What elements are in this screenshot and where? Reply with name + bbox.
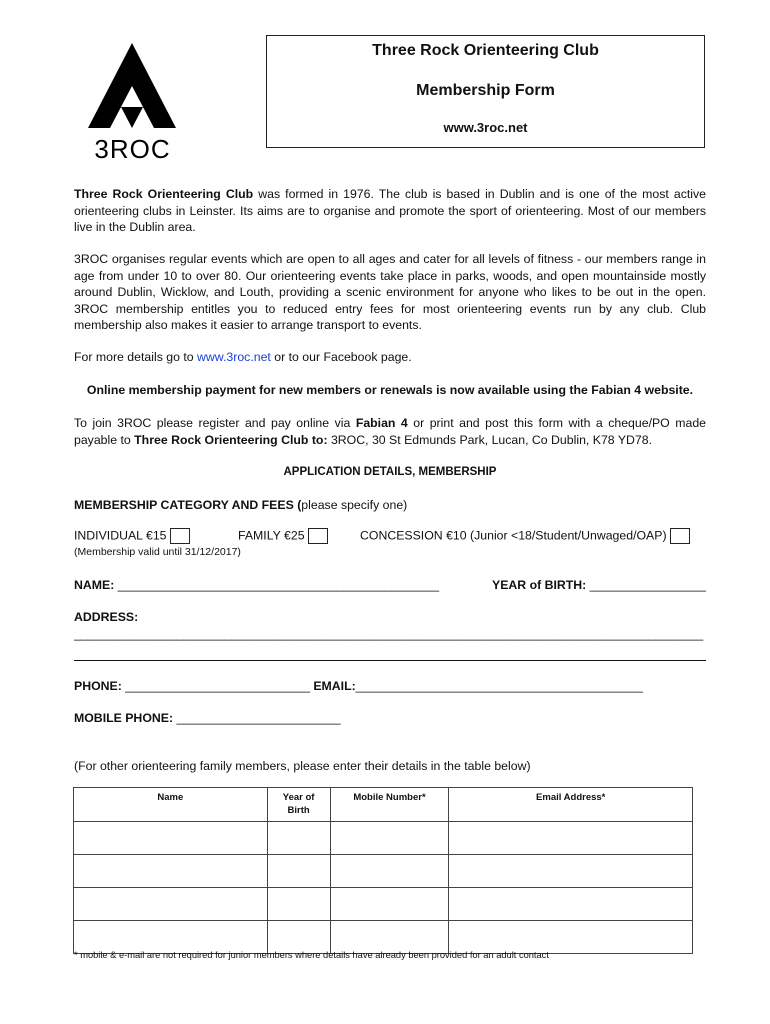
- yob-line: _________________: [589, 578, 706, 592]
- phone-line: ___________________________: [125, 679, 310, 693]
- category-hint: please specify one): [301, 498, 408, 512]
- family-checkbox[interactable]: [308, 528, 328, 544]
- table-cell[interactable]: [74, 855, 268, 888]
- table-cell[interactable]: [449, 921, 693, 954]
- table-row: [74, 822, 693, 855]
- intro-paragraph-1: [74, 186, 706, 236]
- p5-to: to:: [308, 432, 328, 447]
- table-cell[interactable]: [330, 822, 449, 855]
- p5-mid: or print and post this form with a cheque/PO made payable to: [74, 416, 706, 447]
- p3-post: or to our Facebook page.: [270, 350, 412, 364]
- application-heading: APPLICATION DETAILS, MEMBERSHIP: [283, 466, 497, 478]
- table-cell[interactable]: [449, 888, 693, 921]
- table-header-row: [74, 788, 693, 822]
- option-concession: [360, 528, 690, 544]
- concession-checkbox[interactable]: [670, 528, 690, 544]
- table-cell[interactable]: [330, 921, 449, 954]
- family-members-intro: (For other orienteering family members, please enter their details in the table below): [74, 759, 531, 773]
- name-line: _______________________________________________: [117, 578, 440, 592]
- family-members-table: [73, 787, 693, 954]
- name-field[interactable]: [74, 578, 439, 592]
- table-cell[interactable]: [330, 888, 449, 921]
- membership-category-label: [74, 497, 706, 514]
- join-instructions: [74, 415, 706, 448]
- option-family: [238, 528, 328, 544]
- yob-label: YEAR of BIRTH:: [492, 578, 590, 592]
- p5-pre: To join 3ROC please register and pay online via: [74, 416, 356, 430]
- club-name-title: Three Rock Orienteering Club: [372, 42, 599, 59]
- logo-text: 3ROC: [94, 134, 171, 164]
- form-title: Membership Form: [416, 82, 555, 99]
- individual-checkbox[interactable]: [170, 528, 190, 544]
- yob-header-text: Year of Birth: [282, 792, 315, 816]
- table-row: [74, 855, 693, 888]
- year-of-birth-field[interactable]: [492, 578, 706, 592]
- name-label: NAME:: [74, 578, 118, 592]
- table-cell[interactable]: [267, 855, 330, 888]
- individual-label: INDIVIDUAL €15: [74, 528, 167, 543]
- address-label: ADDRESS:: [74, 610, 139, 624]
- table-cell[interactable]: [330, 855, 449, 888]
- p3-pre: For more details go to: [74, 350, 198, 364]
- category-label-bold: MEMBERSHIP CATEGORY AND FEES (: [74, 498, 302, 512]
- intro-paragraph-3: [74, 349, 706, 366]
- mobile-label: MOBILE PHONE:: [74, 711, 177, 725]
- address-line-2[interactable]: [74, 660, 706, 661]
- header-box: [266, 35, 705, 148]
- online-payment-notice: Online membership payment for new members or renewals is now available using the Fabian 4 website.: [86, 383, 694, 397]
- option-individual: [74, 528, 190, 544]
- table-cell[interactable]: [267, 921, 330, 954]
- column-header-mobile: Mobile Number*: [330, 788, 449, 822]
- intro-p1-text: was formed in 1976. The club is based in Dublin and is one of the most active orienteering clubs in Leinster. Its aims are to organise and promote the sport of orienteering. Most of our members live in the Dublin area.: [74, 187, 706, 234]
- email-label: EMAIL:: [309, 679, 356, 693]
- table-cell[interactable]: [449, 855, 693, 888]
- fabian-link[interactable]: Fabian 4: [355, 416, 408, 430]
- table-footnote: * mobile & e-mail are not required for junior members where details have already been provided for an adult contact: [74, 950, 549, 960]
- table-row: [74, 888, 693, 921]
- mobile-phone-field[interactable]: [74, 711, 341, 725]
- mobile-line: ________________________: [176, 711, 341, 725]
- table-row: [74, 921, 693, 954]
- email-line: __________________________________________: [355, 679, 643, 693]
- phone-label: PHONE:: [74, 679, 126, 693]
- club-name-bold: Three Rock Orienteering Club: [74, 187, 254, 201]
- table-cell[interactable]: [449, 822, 693, 855]
- concession-label: CONCESSION €10 (Junior <18/Student/Unwaged/OAP): [360, 528, 667, 543]
- membership-validity: (Membership valid until 31/12/2017): [74, 546, 241, 558]
- table-cell[interactable]: [74, 921, 268, 954]
- intro-paragraph-2: 3ROC organises regular events which are open to all ages and cater for all levels of fitness - our members range in age from under 10 to over 80. Our orienteering events take place in parks, woods, and open mountainside mostly around Dublin, Wicklow, and Louth, providing a scenic environment for anyone who likes to be out in the open. 3ROC membership entitles you to reduced entry fees for most orienteering events run by any club. Club membership also makes it easier to arrange transport to events.: [74, 252, 706, 332]
- table-cell[interactable]: [267, 888, 330, 921]
- table-cell[interactable]: [74, 888, 268, 921]
- column-header-email: Email Address*: [449, 788, 693, 822]
- phone-email-fields[interactable]: [74, 679, 643, 693]
- payee-club-name: Three Rock Orienteering Club: [134, 432, 309, 447]
- website-link[interactable]: www.3roc.net: [197, 350, 271, 364]
- column-header-year-of-birth: [267, 788, 330, 822]
- postal-address: 3ROC, 30 St Edmunds Park, Lucan, Co Dublin, K78 YD78.: [327, 432, 652, 447]
- table-cell[interactable]: [267, 822, 330, 855]
- table-cell[interactable]: [74, 822, 268, 855]
- header-website: www.3roc.net: [443, 120, 528, 135]
- column-header-name: Name: [74, 788, 268, 822]
- family-label: FAMILY €25: [238, 528, 305, 543]
- address-line-1[interactable]: ____________________________________________________________________________________________: [74, 627, 704, 641]
